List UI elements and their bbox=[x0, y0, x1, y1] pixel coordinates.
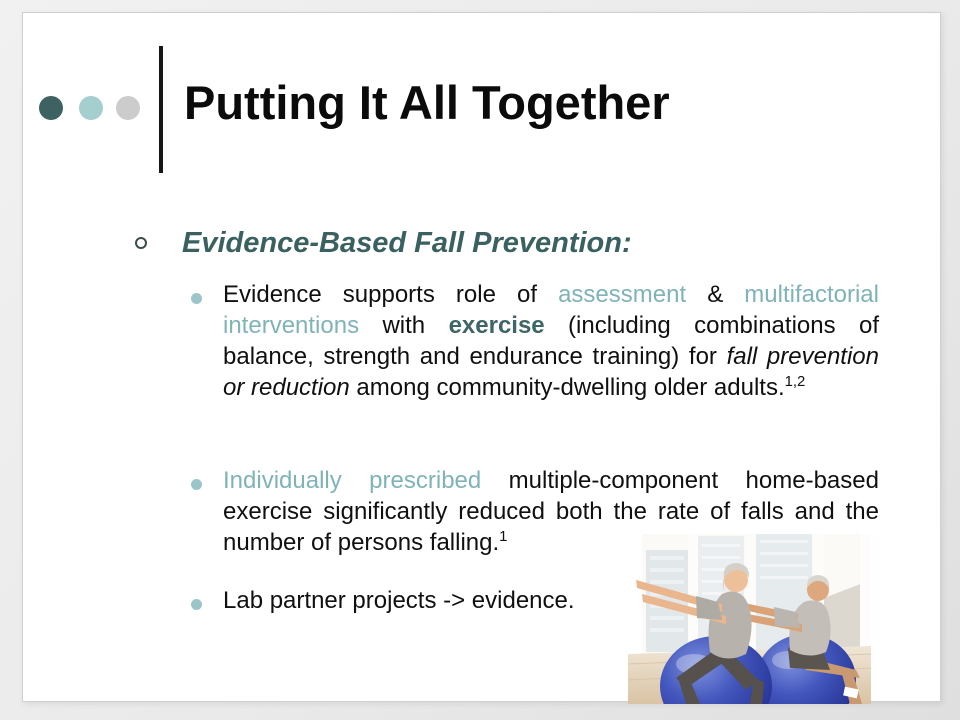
bullet-text: Evidence supports role of assessment & multifactorial interventions with exercise (including combinations of balance, strength and endurance training) for fall prevention or reduction among community-dwelling older adults.$^{1,2}$ bbox=[223, 281, 880, 401]
exercise-photo-illustration bbox=[628, 528, 871, 704]
exercise-photo bbox=[628, 528, 871, 704]
teal-bullet-icon bbox=[191, 599, 202, 610]
decor-vertical-bar bbox=[159, 46, 163, 173]
teal-bullet-icon bbox=[191, 293, 202, 304]
slide-title: Putting It All Together bbox=[184, 76, 670, 129]
section-heading: Evidence-Based Fall Prevention: bbox=[182, 227, 632, 259]
bullet-item-evidence bbox=[223, 279, 879, 403]
decor-dot-light-teal bbox=[79, 96, 103, 120]
open-circle-bullet bbox=[135, 237, 147, 249]
decor-dot-gray bbox=[116, 96, 140, 120]
decor-dot-dark-teal bbox=[39, 96, 63, 120]
slide-canvas bbox=[22, 12, 941, 702]
bullet-text: Individually prescribed multiple-component home-based exercise significantly reduced both the rate of falls and the number of persons falling.$^1$ bbox=[223, 467, 879, 556]
section-heading-row bbox=[135, 225, 632, 261]
teal-bullet-icon bbox=[191, 479, 202, 490]
bullet-text: Lab partner projects -> evidence. bbox=[223, 587, 575, 614]
